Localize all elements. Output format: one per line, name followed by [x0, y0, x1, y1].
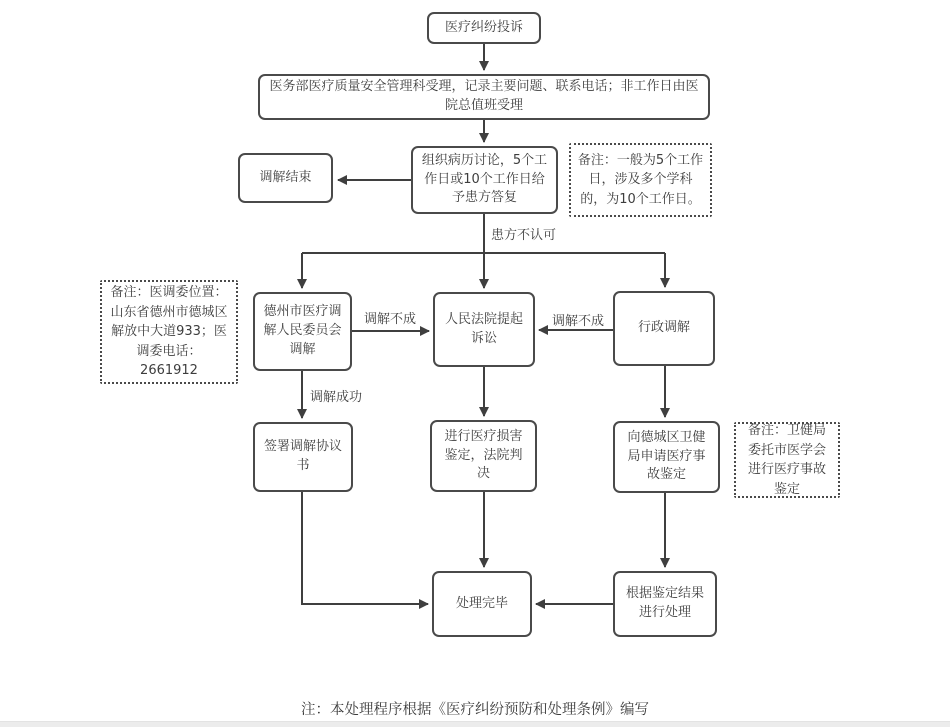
edge-label-mediation-success: 调解成功 [308, 386, 364, 405]
node-sign-agreement: 签署调解协议书 [253, 422, 353, 492]
node-discussion: 组织病历讨论，5个工作日或10个工作日给予患方答复 [411, 146, 558, 214]
edge-label-mediation-fail-right: 调解不成 [550, 310, 606, 329]
node-dezhou-mediation-committee: 德州市医疗调解人民委员会调解 [253, 292, 352, 371]
node-court-lawsuit: 人民法院提起诉讼 [433, 292, 535, 367]
node-accident-appraisal-application: 向德城区卫健局申请医疗事故鉴定 [613, 421, 720, 493]
edge-label-mediation-fail-left: 调解不成 [362, 308, 418, 327]
node-processing-complete: 处理完毕 [432, 571, 532, 637]
node-mediation-end: 调解结束 [238, 153, 333, 203]
note-workdays: 备注：一般为5个工作日，涉及多个学科的，为10个工作日。 [569, 143, 712, 217]
bottom-edge-bar [0, 721, 950, 727]
footer-note: 注：本处理程序根据《医疗纠纷预防和处理条例》编写 [301, 702, 649, 718]
edge-label-patient-reject: 患方不认可 [489, 224, 558, 243]
node-complaint: 医疗纠纷投诉 [427, 12, 541, 44]
node-handle-by-result: 根据鉴定结果进行处理 [613, 571, 717, 637]
note-mediation-committee-location: 备注：医调委位置：山东省德州市德城区解放中大道933；医调委电话：2661912 [100, 280, 238, 384]
note-entrust-medical-association: 备注：卫健局委托市医学会进行医疗事故鉴定 [734, 422, 840, 498]
node-administrative-mediation: 行政调解 [613, 291, 715, 366]
node-reception: 医务部医疗质量安全管理科受理，记录主要问题、联系电话；非工作日由医院总值班受理 [258, 74, 710, 120]
node-damage-appraisal: 进行医疗损害鉴定，法院判决 [430, 420, 537, 492]
